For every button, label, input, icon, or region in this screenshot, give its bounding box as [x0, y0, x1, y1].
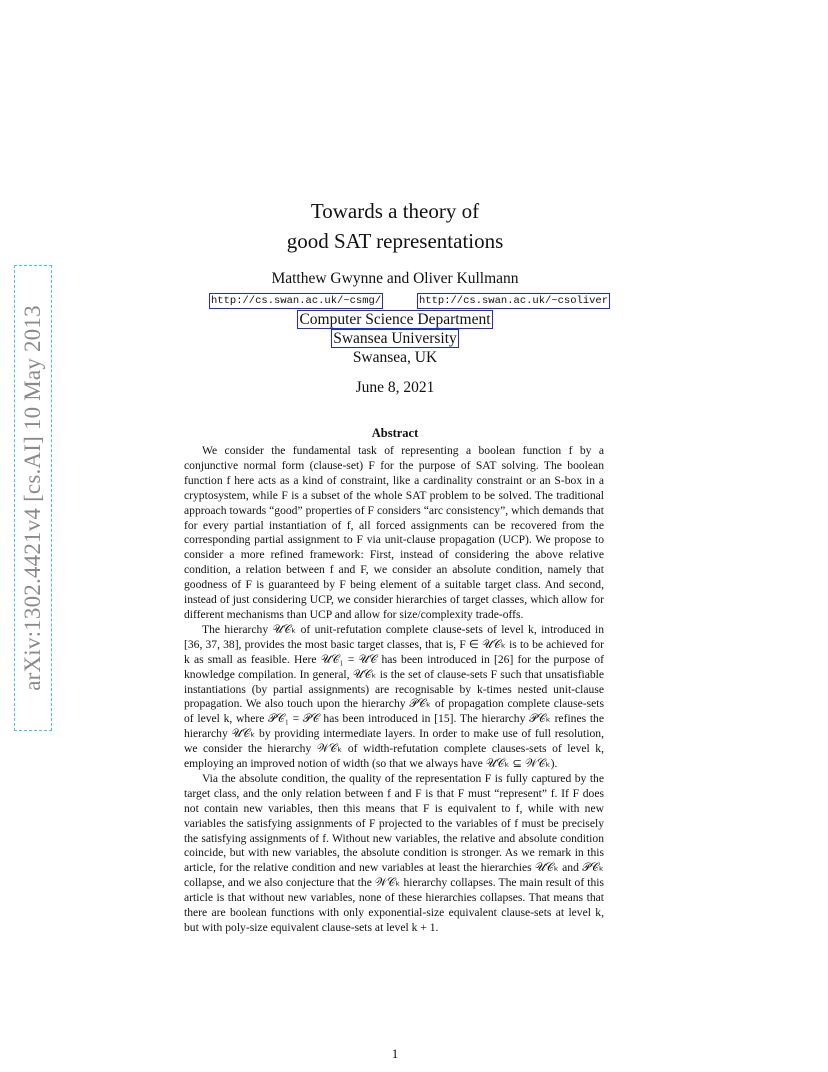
author-url-2-link[interactable]: http://cs.swan.ac.uk/~csoliver: [419, 295, 609, 307]
title-line-1: Towards a theory of: [310, 199, 480, 223]
author-urls: [209, 293, 613, 309]
abstract-paragraph: We consider the fundamental task of representing a boolean function f by a conjunctive normal form (clause-set) F for the purpose of SAT solving. The boolean function f here acts as a kind of constraint, like a cardinality constraint or an S-box in a cryptosystem, while F is a subset of the whole SAT problem to be solved. The traditional approach towards “good” properties of F considers “arc consistency”, which demands that for every partial instantiation of f, all forced assignments can be recovered from the corresponding partial assignment to F via unit-clause propagation (UCP). We propose to consider a more refined framework: First, instead of considering the above relative condition, a relation between f and F, we consider an absolute condition, namely that goodness of F is guaranteed by F being element of a suitable target class. And second, instead of just considering UCP, we consider hierarchies of target classes, which allow for different mechanisms than UCP and allow for size/complexity trade-offs.: [184, 444, 604, 621]
paper-date: June 8, 2021: [355, 379, 435, 396]
department-link[interactable]: Computer Science Department: [299, 311, 491, 328]
authors: Matthew Gwynne and Oliver Kullmann: [271, 270, 519, 287]
affiliation: [190, 310, 600, 367]
page-number: 1: [391, 1046, 399, 1061]
title-line-2: good SAT representations: [286, 229, 504, 253]
abstract-heading: Abstract: [371, 426, 419, 440]
arxiv-identifier-text: arXiv:1302.4421v4 [cs.AI] 10 May 2013: [20, 305, 45, 691]
abstract-body: [184, 444, 604, 936]
author-url-1-link[interactable]: http://cs.swan.ac.uk/~csmg/: [211, 295, 382, 307]
abstract-paragraph: The hierarchy 𝒰𝒞ₖ of unit-refutation complete clause-sets of level k, introduced in [36, 37, 38], provides the most basic target classes, that is, F ∈ 𝒰𝒞ₖ is to be achieved for k as small as feasible. Here 𝒰𝒞₁ = 𝒰𝒞 has been introduced in [26] for the purpose of knowledge compilation. In general, 𝒰𝒞ₖ is the set of clause-sets F such that unsatisfiable instantiations (by partial assignments) are recognisable by k-times nested unit-clause propagation. We also touch upon the hierarchy 𝒫𝒞ₖ of propagation complete clause-sets of level k, where 𝒫𝒞₁ = 𝒫𝒞 has been introduced in [15]. The hierarchy 𝒫𝒞ₖ refines the hierarchy 𝒰𝒞ₖ by providing intermediate layers. In order to make use of full resolution, we consider the hierarchy 𝒲𝒞ₖ of width-refutation complete clauses-sets of level k, employing an improved notion of width (so that we always have 𝒰𝒞ₖ ⊆ 𝒲𝒞ₖ).: [184, 622, 604, 771]
university-link[interactable]: Swansea University: [333, 330, 457, 347]
abstract-paragraph: Via the absolute condition, the quality of the representation F is fully captured by the target class, and the only relation between f and F is that F must “represent” f. If F does not contain new variables, then this means that F is equivalent to f, while with new variables the satisfying assignments of F projected to the variables of f must be precisely the satisfying assignments of f. Without new variables, the relative and absolute condition coincide, but with new variables, the absolute condition is stronger. As we remark in this article, for the relative condition and new variables at least the hierarchies 𝒰𝒞ₖ and 𝒫𝒞ₖ collapse, and we also conjecture that the 𝒲𝒞ₖ hierarchy collapses. The main result of this article is that without new variables, none of these hierarchies collapses. That means that there are boolean functions with only exponential-size equivalent clause-sets at level k, but with poly-size equivalent clause-sets at level k + 1.: [184, 771, 604, 934]
paper-title: [190, 196, 600, 256]
arxiv-identifier[interactable]: [14, 265, 52, 731]
location: Swansea, UK: [352, 349, 438, 366]
